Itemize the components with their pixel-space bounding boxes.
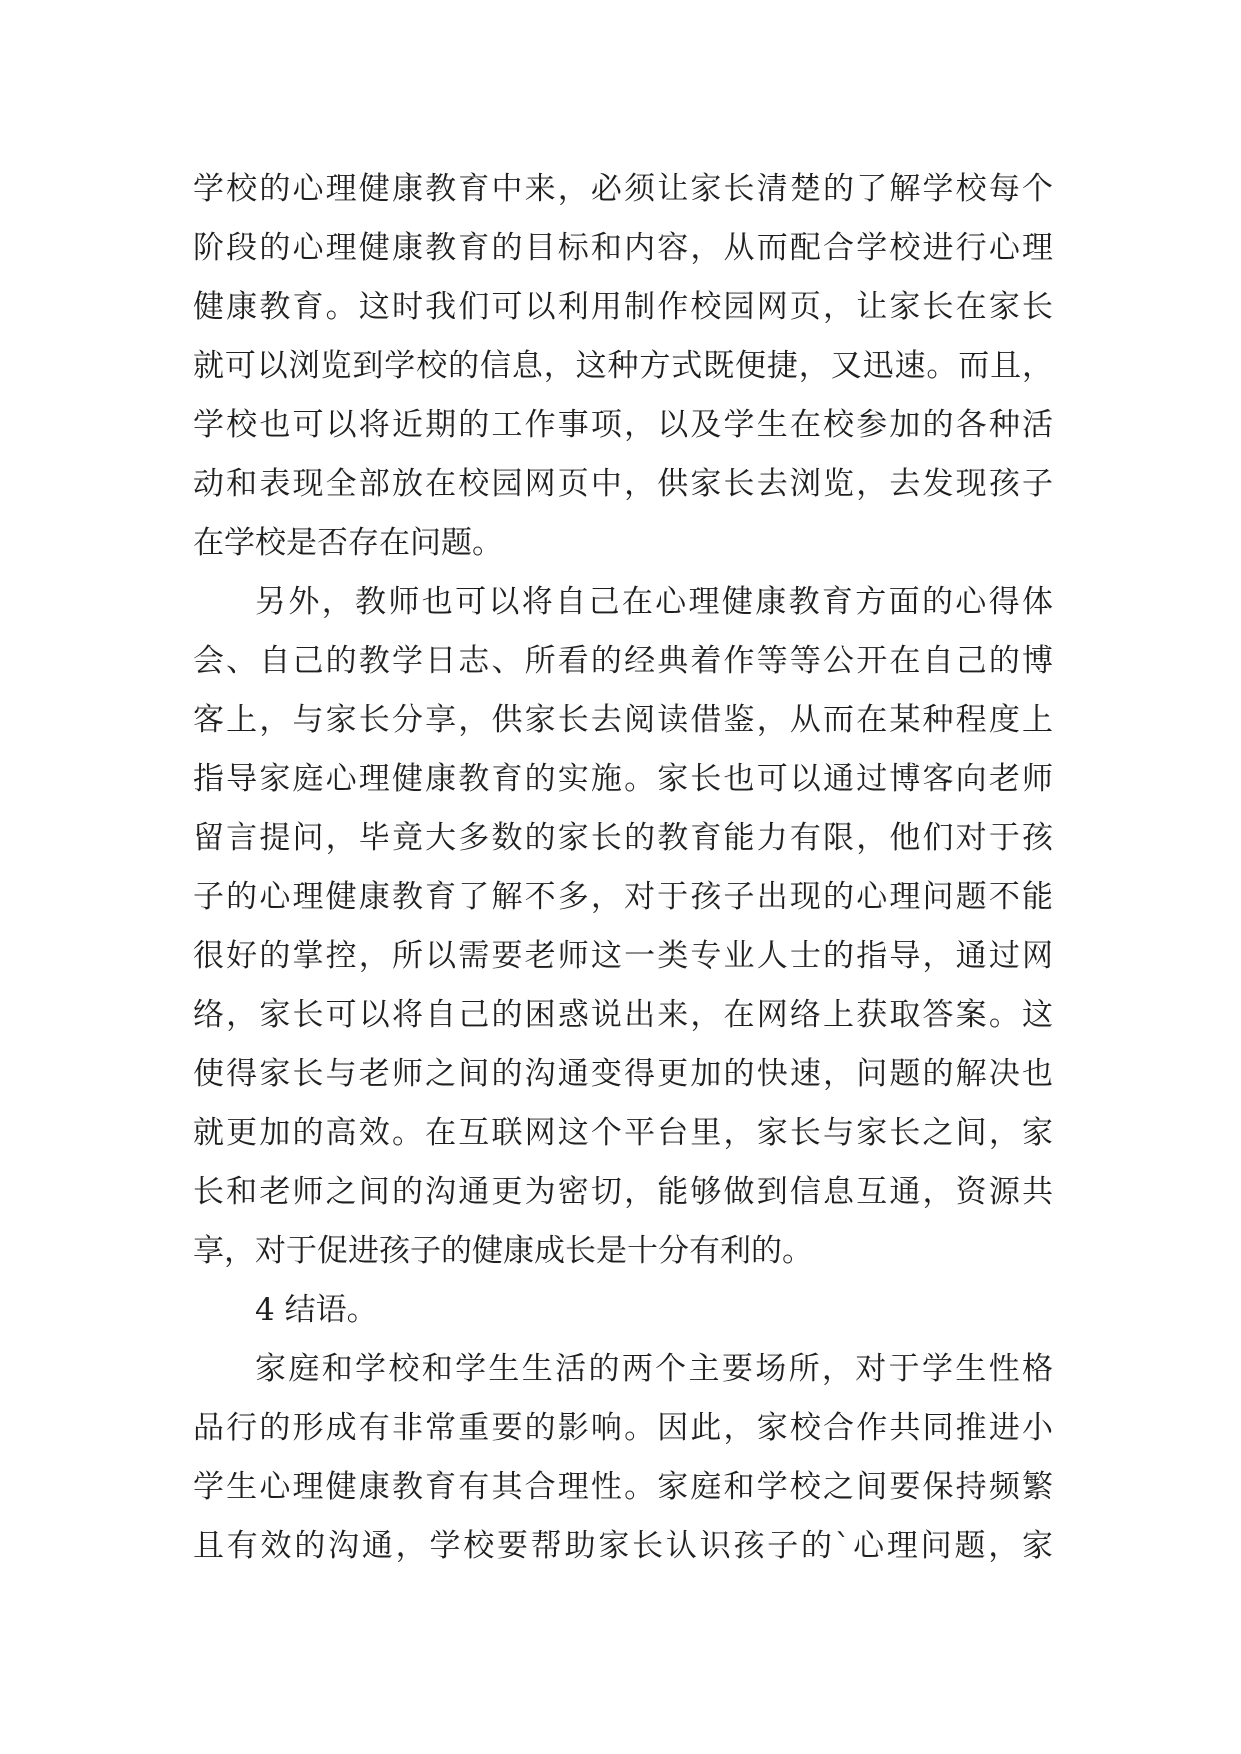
text-line: 很好的掌控，所以需要老师这一类专业人士的指导，通过网 bbox=[193, 938, 1053, 974]
text-line: 学校也可以将近期的工作事项，以及学生在校参加的各种活 bbox=[193, 407, 1053, 443]
text-line: 且有效的沟通，学校要帮助家长认识孩子的`心理问题，家 bbox=[193, 1528, 1053, 1564]
text-line: 健康教育。这时我们可以利用制作校园网页，让家长在家长 bbox=[193, 289, 1053, 325]
text-line: 阶段的心理健康教育的目标和内容，从而配合学校进行心理 bbox=[193, 230, 1053, 266]
text-line: 客上，与家长分享，供家长去阅读借鉴，从而在某种程度上 bbox=[193, 702, 1053, 738]
document-body bbox=[193, 160, 1053, 1576]
text-line: 络，家长可以将自己的困惑说出来，在网络上获取答案。这 bbox=[193, 997, 1053, 1033]
text-line: 动和表现全部放在校园网页中，供家长去浏览，去发现孩子 bbox=[193, 466, 1053, 502]
text-line: 指导家庭心理健康教育的实施。家长也可以通过博客向老师 bbox=[193, 761, 1053, 797]
text-line: 长和老师之间的沟通更为密切，能够做到信息互通，资源共 bbox=[193, 1174, 1053, 1210]
text-line: 子的心理健康教育了解不多，对于孩子出现的心理问题不能 bbox=[193, 879, 1053, 915]
text-line: 品行的形成有非常重要的影响。因此，家校合作共同推进小 bbox=[193, 1410, 1053, 1446]
section-heading: 4 结语。 bbox=[255, 1292, 378, 1328]
text-line: 留言提问，毕竟大多数的家长的教育能力有限，他们对于孩 bbox=[193, 820, 1053, 856]
text-line: 会、自己的教学日志、所看的经典着作等等公开在自己的博 bbox=[193, 643, 1053, 679]
text-line: 使得家长与老师之间的沟通变得更加的快速，问题的解决也 bbox=[193, 1056, 1053, 1092]
text-line: 学生心理健康教育有其合理性。家庭和学校之间要保持频繁 bbox=[193, 1469, 1053, 1505]
paragraph-start-line: 另外，教师也可以将自己在心理健康教育方面的心得体 bbox=[255, 584, 1053, 620]
paragraph-start-line: 家庭和学校和学生生活的两个主要场所，对于学生性格 bbox=[255, 1351, 1053, 1387]
text-line: 就更加的高效。在互联网这个平台里，家长与家长之间，家 bbox=[193, 1115, 1053, 1151]
text-line: 在学校是否存在问题。 bbox=[193, 525, 503, 561]
text-line: 享，对于促进孩子的健康成长是十分有利的。 bbox=[193, 1233, 813, 1269]
text-line: 学校的心理健康教育中来，必须让家长清楚的了解学校每个 bbox=[193, 171, 1053, 207]
text-line: 就可以浏览到学校的信息，这种方式既便捷，又迅速。而且， bbox=[193, 348, 1053, 384]
